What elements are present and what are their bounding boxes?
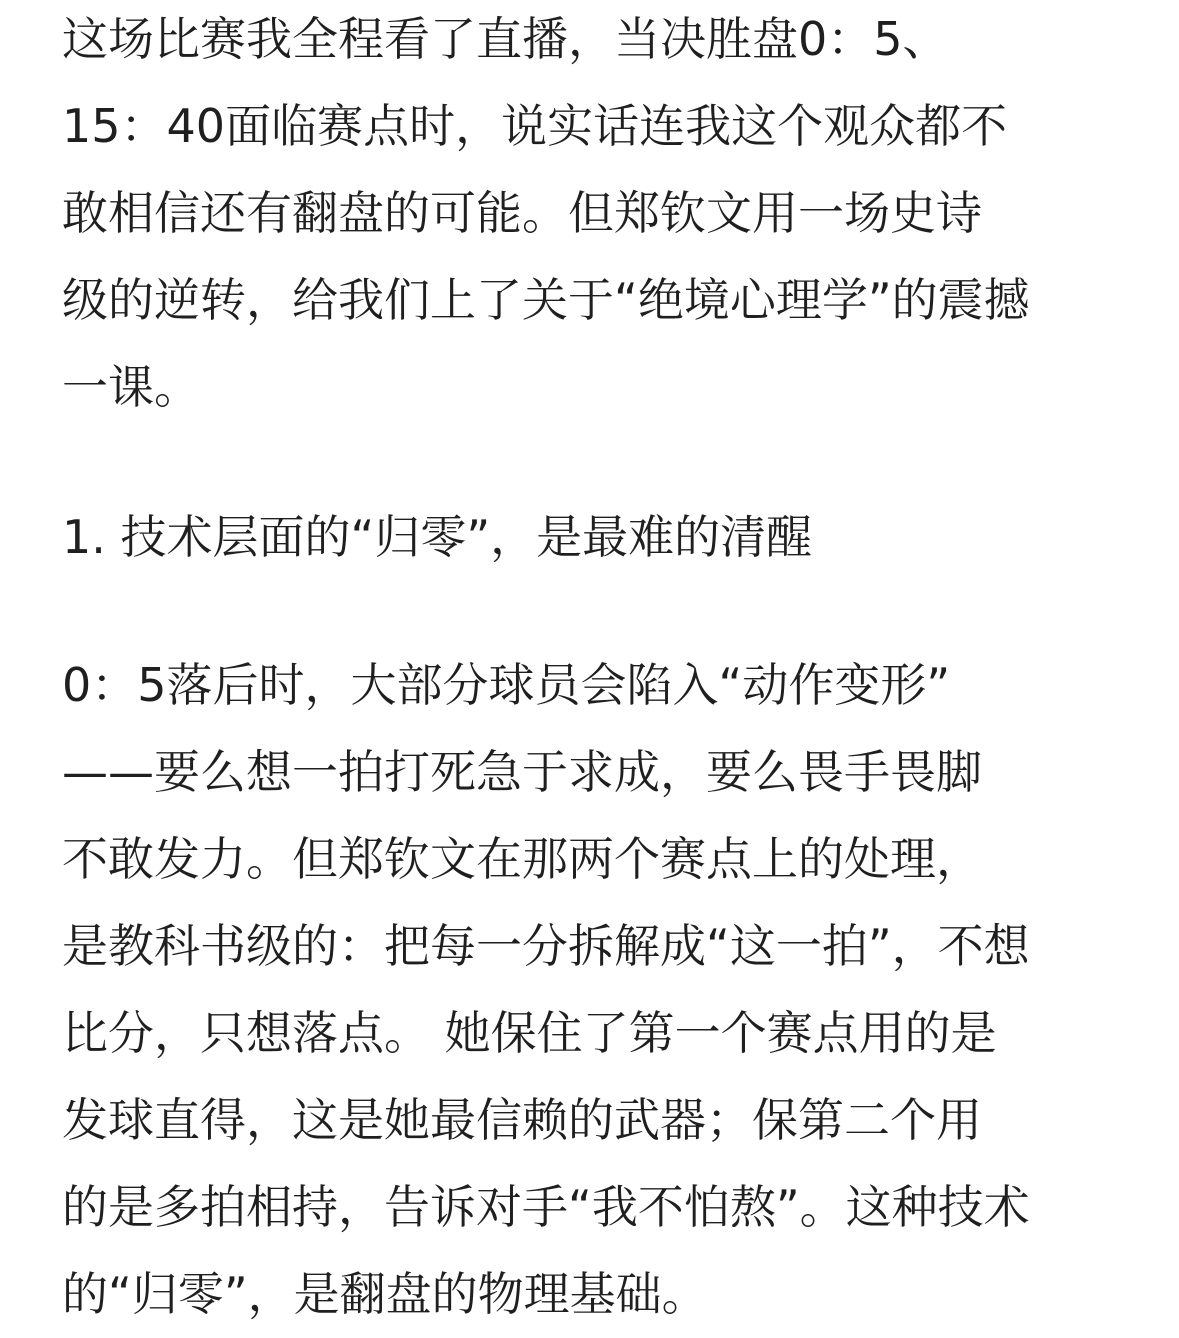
intro-paragraph (62, 0, 1118, 431)
text-line: 发球直得，这是她最信赖的武器；保第二个用 (62, 1093, 982, 1147)
text-line: 15：40面临赛点时，说实话连我这个观众都不 (62, 99, 1008, 153)
section-heading-text: 1. 技术层面的“归零”，是最难的清醒 (62, 510, 813, 564)
text-line: 比分，只想落点。 她保住了第一个赛点用的是 (62, 1006, 997, 1060)
section-heading (62, 494, 1118, 581)
text-line: 0：5落后时，大部分球员会陷入“动作变形” (62, 658, 951, 712)
text-line: 是教科书级的：把每一分拆解成“这一拍”，不想 (62, 919, 1030, 973)
text-line: ——要么想一拍打死急于求成，要么畏手畏脚 (62, 745, 982, 799)
text-line: 的是多拍相持，告诉对手“我不怕熬”。这种技术 (62, 1180, 1030, 1234)
text-line: 这场比赛我全程看了直播，当决胜盘0：5、 (62, 12, 949, 66)
text-line: 不敢发力。但郑钦文在那两个赛点上的处理， (62, 832, 982, 886)
text-line: 一课。 (62, 360, 200, 414)
text-line: 级的逆转，给我们上了关于“绝境心理学”的震撼 (62, 273, 1030, 327)
text-line: 的“归零”，是翻盘的物理基础。 (62, 1267, 708, 1321)
section-paragraph (62, 642, 1118, 1338)
text-line: 敢相信还有翻盘的可能。但郑钦文用一场史诗 (62, 186, 982, 240)
